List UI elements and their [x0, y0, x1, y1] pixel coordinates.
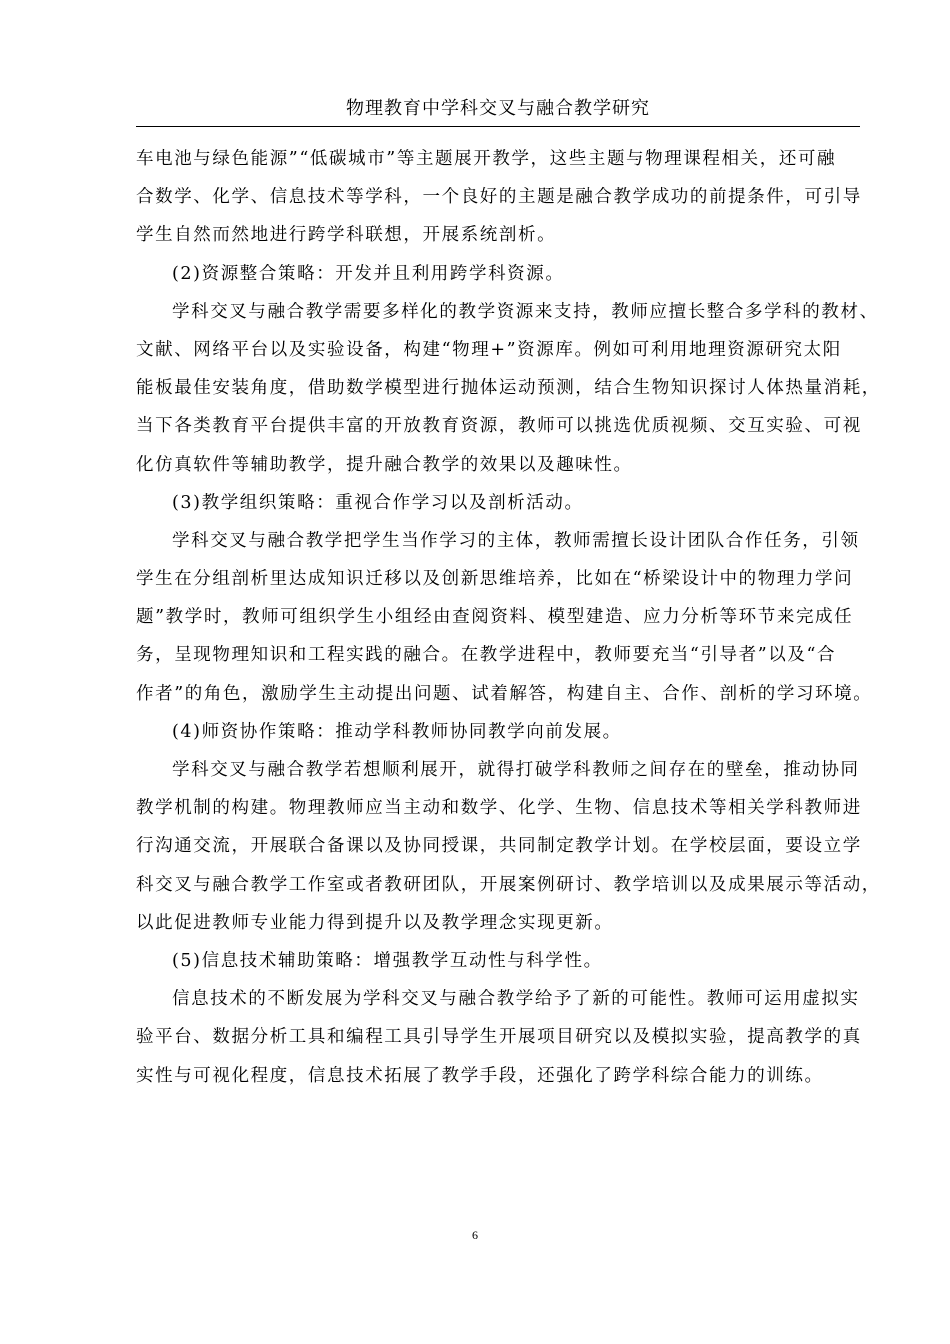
running-header-title: 物理教育中学科交叉与融合教学研究 — [346, 98, 650, 119]
page-number: 6 — [472, 1228, 478, 1242]
text-line: 合数学、化学、信息技术等学科，一个良好的主题是融合教学成功的前提条件，可引导 — [136, 187, 862, 208]
text-line: 学生在分组剖析里达成知识迁移以及创新思维培养，比如在“桥梁设计中的物理力学问 — [136, 569, 854, 590]
text-line: 验平台、数据分析工具和编程工具引导学生开展项目研究以及模拟实验，提高教学的真 — [136, 1027, 862, 1048]
text-line: 实性与可视化程度，信息技术拓展了教学手段，还强化了跨学科综合能力的训练。 — [136, 1065, 824, 1086]
text-line: 学科交叉与融合教学若想顺利展开，就得打破学科教师之间存在的壁垒，推动协同 — [172, 760, 860, 780]
text-line: 学科交叉与融合教学把学生当作学习的主体，教师需擅长设计团队合作任务，引领 — [172, 530, 860, 551]
section-heading: (3)教学组织策略：重视合作学习以及剖析活动。 — [172, 492, 584, 513]
text-line: 车电池与绿色能源”“低碳城市”等主题展开教学，这些主题与物理课程相关，还可融 — [136, 149, 837, 169]
text-line: 题”教学时，教师可组织学生小组经由查阅资料、模型建造、应力分析等环节来完成任 — [136, 607, 854, 628]
text-line: 科交叉与融合教学工作室或者教研团队，开展案例研讨、教学培训以及成果展示等活动， — [136, 874, 881, 895]
header-divider — [136, 126, 860, 127]
text-line: 作者”的角色，激励学生主动提出问题、试着解答，构建自主、合作、剖析的学习环境。 — [136, 683, 873, 704]
text-line: 文献、网络平台以及实验设备，构建“物理+”资源库。例如可利用地理资源研究太阳 — [136, 339, 842, 360]
text-line: 学生自然而然地进行跨学科联想，开展系统剖析。 — [136, 225, 557, 246]
text-line: 以此促进教师专业能力得到提升以及教学理念实现更新。 — [136, 912, 614, 933]
section-heading: (5)信息技术辅助策略：增强教学互动性与科学性。 — [172, 950, 603, 971]
text-line: 学科交叉与融合教学需要多样化的教学资源来支持，教师应擅长整合多学科的教材、 — [172, 301, 879, 322]
text-line: 行沟通交流，开展联合备课以及协同授课，共同制定教学计划。在学校层面，要设立学 — [136, 836, 862, 857]
text-line: 信息技术的不断发展为学科交叉与融合教学给予了新的可能性。教师可运用虚拟实 — [172, 989, 860, 1010]
text-line: 教学机制的构建。物理教师应当主动和数学、化学、生物、信息技术等相关学科教师进 — [136, 798, 862, 819]
text-line: 化仿真软件等辅助教学，提升融合教学的效果以及趣味性。 — [136, 454, 633, 475]
section-heading: (4)师资协作策略：推动学科教师协同教学向前发展。 — [172, 721, 622, 742]
page-body — [136, 140, 881, 1095]
text-line: 当下各类教育平台提供丰富的开放教育资源，教师可以挑选优质视频、交互实验、可视 — [136, 416, 862, 437]
text-line: 务，呈现物理知识和工程实践的融合。在教学进程中，教师要充当“引导者”以及“合 — [136, 645, 837, 666]
text-line: 能板最佳安装角度，借助数学模型进行抛体运动预测，结合生物知识探讨人体热量消耗， — [136, 378, 881, 399]
section-heading: (2)资源整合策略：开发并且利用跨学科资源。 — [172, 263, 565, 284]
